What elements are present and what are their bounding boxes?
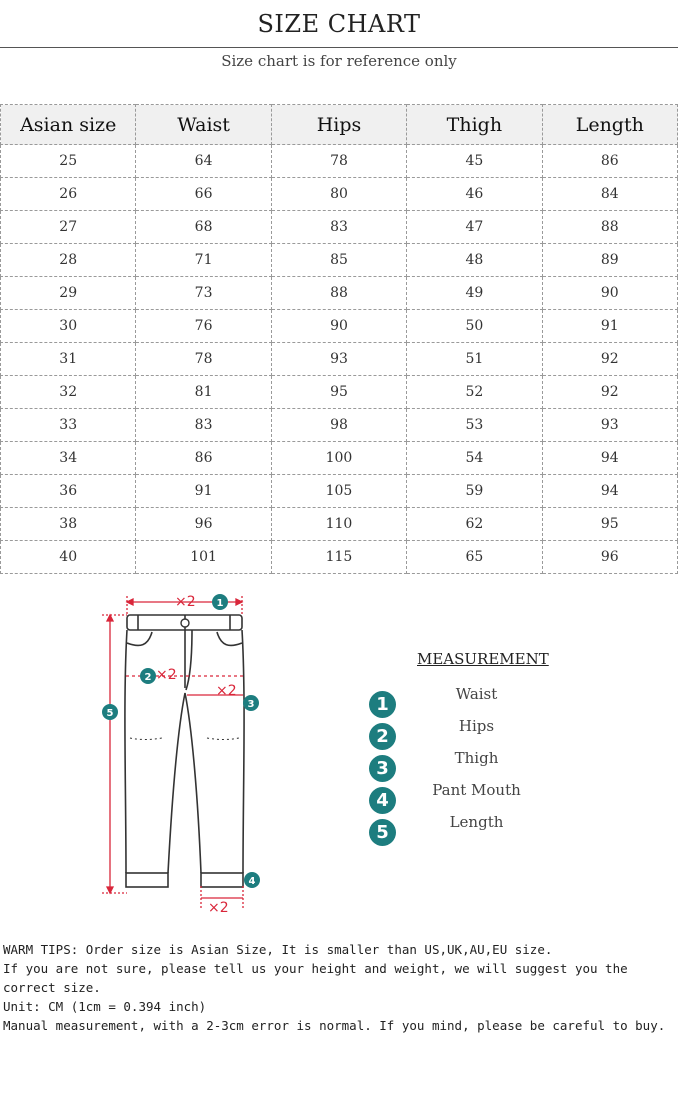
table-cell: 71	[136, 244, 271, 277]
table-row	[1, 343, 678, 376]
table-cell: 93	[542, 409, 677, 442]
table-cell: 85	[271, 244, 406, 277]
table-cell: 110	[271, 508, 406, 541]
table-cell: 92	[542, 376, 677, 409]
table-row	[1, 211, 678, 244]
marker-5-label: 5	[106, 708, 114, 719]
table-header-row	[1, 105, 678, 145]
table-cell: 78	[136, 343, 271, 376]
measurement-label: Thigh	[454, 749, 499, 767]
number-4-icon: 4	[369, 787, 396, 814]
table-row	[1, 310, 678, 343]
column-header: Asian size	[1, 105, 136, 145]
table-cell: 59	[407, 475, 542, 508]
table-row	[1, 508, 678, 541]
table-cell: 47	[407, 211, 542, 244]
hips-multiplier: ×2	[156, 667, 177, 683]
button-icon	[181, 619, 189, 627]
table-cell: 65	[407, 541, 542, 574]
table-row	[1, 541, 678, 574]
table-cell: 76	[136, 310, 271, 343]
table-cell: 86	[542, 145, 677, 178]
table-row	[1, 277, 678, 310]
table-cell: 25	[1, 145, 136, 178]
number-1-icon: 1	[369, 691, 396, 718]
table-cell: 83	[271, 211, 406, 244]
table-row	[1, 244, 678, 277]
table-cell: 95	[271, 376, 406, 409]
table-row	[1, 475, 678, 508]
table-row	[1, 376, 678, 409]
table-cell: 73	[136, 277, 271, 310]
table-cell: 40	[1, 541, 136, 574]
table-cell: 105	[271, 475, 406, 508]
table-cell: 38	[1, 508, 136, 541]
table-cell: 33	[1, 409, 136, 442]
table-cell: 62	[407, 508, 542, 541]
table-cell: 101	[136, 541, 271, 574]
measurement-item-waist	[369, 685, 569, 719]
table-cell: 81	[136, 376, 271, 409]
table-cell: 53	[407, 409, 542, 442]
table-cell: 96	[542, 541, 677, 574]
title-divider	[0, 47, 678, 48]
table-cell: 89	[542, 244, 677, 277]
size-chart-table	[0, 104, 678, 574]
warm-tips	[3, 940, 673, 1035]
table-cell: 36	[1, 475, 136, 508]
tip-line: If you are not sure, please tell us your height and weight, we will suggest you the correct size.	[3, 961, 628, 995]
table-cell: 29	[1, 277, 136, 310]
table-cell: 45	[407, 145, 542, 178]
pants-measurement-diagram	[90, 588, 280, 918]
table-cell: 80	[271, 178, 406, 211]
tip-line: Unit: CM (1cm = 0.394 inch)	[3, 999, 207, 1014]
table-cell: 86	[136, 442, 271, 475]
waist-multiplier: ×2	[175, 594, 196, 610]
table-row	[1, 178, 678, 211]
table-cell: 32	[1, 376, 136, 409]
table-cell: 93	[271, 343, 406, 376]
table-cell: 52	[407, 376, 542, 409]
column-header: Hips	[271, 105, 406, 145]
marker-3-label: 3	[247, 699, 255, 710]
number-3-icon: 3	[369, 755, 396, 782]
page-subtitle: Size chart is for reference only	[221, 52, 457, 70]
marker-2-label: 2	[144, 672, 152, 683]
table-cell: 46	[407, 178, 542, 211]
table-cell: 54	[407, 442, 542, 475]
measurement-item-thigh	[369, 749, 569, 783]
table-cell: 115	[271, 541, 406, 574]
tip-line: Manual measurement, with a 2-3cm error is normal. If you mind, please be careful to buy.	[3, 1018, 666, 1033]
table-cell: 78	[271, 145, 406, 178]
table-cell: 31	[1, 343, 136, 376]
measurement-guides	[102, 596, 243, 908]
table-row	[1, 145, 678, 178]
table-cell: 51	[407, 343, 542, 376]
measurement-item-pant-mouth	[369, 781, 569, 815]
table-cell: 90	[542, 277, 677, 310]
table-cell: 94	[542, 442, 677, 475]
page-title: SIZE CHART	[257, 10, 421, 38]
marker-4-label: 4	[248, 876, 256, 887]
table-cell: 92	[542, 343, 677, 376]
table-row	[1, 442, 678, 475]
measurement-label: Hips	[458, 717, 495, 735]
measurement-title: MEASUREMENT	[417, 650, 549, 668]
measurement-item-length	[369, 813, 569, 847]
column-header: Thigh	[407, 105, 542, 145]
pant-mouth-multiplier: ×2	[208, 900, 229, 916]
number-2-icon: 2	[369, 723, 396, 750]
table-cell: 68	[136, 211, 271, 244]
table-cell: 28	[1, 244, 136, 277]
table-cell: 26	[1, 178, 136, 211]
table-cell: 84	[542, 178, 677, 211]
table-cell: 100	[271, 442, 406, 475]
table-cell: 50	[407, 310, 542, 343]
table-cell: 91	[136, 475, 271, 508]
column-header: Waist	[136, 105, 271, 145]
table-cell: 91	[542, 310, 677, 343]
measurement-label: Pant Mouth	[432, 781, 521, 799]
measurement-label: Length	[449, 813, 504, 831]
table-cell: 30	[1, 310, 136, 343]
measurement-label: Waist	[455, 685, 498, 703]
table-cell: 49	[407, 277, 542, 310]
measurement-item-hips	[369, 717, 569, 751]
table-cell: 94	[542, 475, 677, 508]
table-cell: 90	[271, 310, 406, 343]
table-cell: 95	[542, 508, 677, 541]
table-cell: 98	[271, 409, 406, 442]
table-cell: 83	[136, 409, 271, 442]
table-cell: 88	[542, 211, 677, 244]
table-cell: 64	[136, 145, 271, 178]
tip-line: WARM TIPS: Order size is Asian Size, It is smaller than US,UK,AU,EU size.	[3, 942, 553, 957]
table-row	[1, 409, 678, 442]
column-header: Length	[542, 105, 677, 145]
table-cell: 66	[136, 178, 271, 211]
table-cell: 96	[136, 508, 271, 541]
number-5-icon: 5	[369, 819, 396, 846]
pants-outline	[125, 615, 244, 887]
table-cell: 88	[271, 277, 406, 310]
table-cell: 34	[1, 442, 136, 475]
table-cell: 27	[1, 211, 136, 244]
table-cell: 48	[407, 244, 542, 277]
marker-1-label: 1	[216, 598, 224, 609]
thigh-multiplier: ×2	[216, 683, 237, 699]
